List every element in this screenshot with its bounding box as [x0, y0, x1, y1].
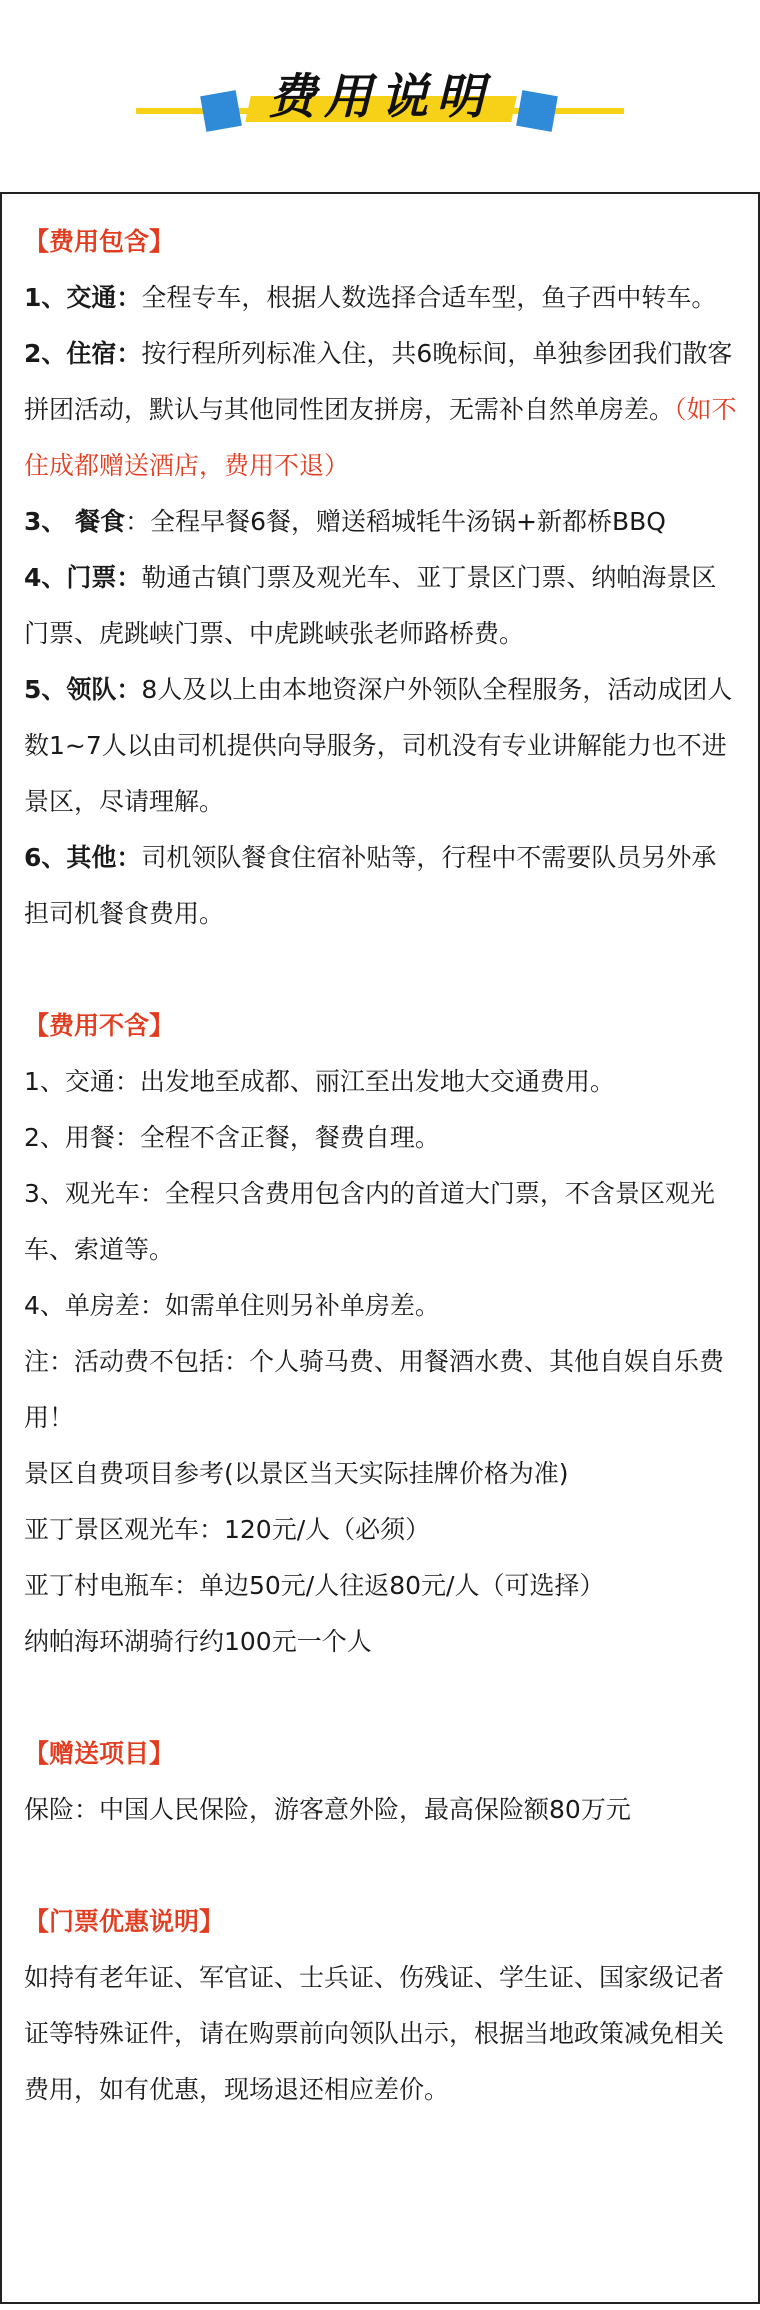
excludes-line: 2、用餐：全程不含正餐，餐费自理。 — [24, 1123, 440, 1152]
includes-item-label: 3、 餐食 — [24, 507, 126, 536]
fee-description-box — [0, 192, 760, 2304]
includes-item — [24, 550, 740, 662]
includes-heading: 【费用包含】 — [24, 227, 175, 256]
includes-item-text: 按行程所列标准入住，共6晚标间，单独参团我们散客拼团活动，默认与其他同性团友拼房，无需补自然单房差。 — [24, 339, 733, 424]
excludes-line: 景区自费项目参考(以景区当天实际挂牌价格为准) — [24, 1459, 569, 1488]
includes-item-text: 勒通古镇门票及观光车、亚丁景区门票、纳帕海景区门票、虎跳峡门票、中虎跳峡张老师路桥费。 — [24, 563, 717, 648]
fee-content — [24, 214, 740, 2118]
gifts-line: 保险：中国人民保险，游客意外险，最高保险额80万元 — [24, 1795, 631, 1824]
excludes-line: 4、单房差：如需单住则另补单房差。 — [24, 1291, 440, 1320]
includes-item-text: ：全程早餐6餐，赠送稻城牦牛汤锅+新都桥BBQ — [125, 507, 666, 536]
includes-item — [24, 494, 740, 550]
includes-item-text: 司机领队餐食住宿补贴等，行程中不需要队员另外承担司机餐食费用。 — [24, 843, 717, 928]
gifts-heading: 【赠送项目】 — [24, 1739, 175, 1768]
section-gap — [24, 1838, 740, 1894]
includes-item — [24, 830, 740, 942]
includes-item — [24, 662, 740, 830]
excludes-line: 注：活动费不包括：个人骑马费、用餐酒水费、其他自娱自乐费用！ — [24, 1347, 725, 1432]
includes-item-label: 1、交通： — [24, 283, 142, 312]
excludes-line: 1、交通：出发地至成都、丽江至出发地大交通费用。 — [24, 1067, 615, 1096]
includes-item-text: 全程专车，根据人数选择合适车型，鱼子西中转车。 — [141, 283, 717, 312]
excludes-line: 纳帕海环湖骑行约100元一个人 — [24, 1627, 372, 1656]
includes-item-label: 4、门票： — [24, 563, 142, 592]
discount-heading: 【门票优惠说明】 — [24, 1907, 225, 1936]
includes-item — [24, 270, 740, 326]
excludes-heading: 【费用不含】 — [24, 1011, 175, 1040]
page-title: 费用说明 — [267, 69, 492, 125]
includes-item-label: 6、其他： — [24, 843, 142, 872]
discount-line: 如持有老年证、军官证、士兵证、伤残证、学生证、国家级记者证等特殊证件，请在购票前向领队出示，根据当地政策减免相关费用，如有优惠，现场退还相应差价。 — [24, 1963, 725, 2104]
page-header — [0, 0, 760, 180]
includes-item — [24, 326, 740, 494]
section-gap — [24, 1670, 740, 1726]
includes-item-label: 2、住宿： — [24, 339, 142, 368]
includes-item-note: （如不住成都赠送酒店，费用不退） — [24, 395, 737, 480]
includes-item-text: 8人及以上由本地资深户外领队全程服务，活动成团人数1~7人以由司机提供向导服务，司机没有专业讲解能力也不进景区，尽请理解。 — [24, 675, 733, 816]
excludes-line: 亚丁景区观光车：120元/人（必须） — [24, 1515, 431, 1544]
excludes-line: 亚丁村电瓶车：单边50元/人往返80元/人（可选择） — [24, 1571, 605, 1600]
includes-item-label: 5、领队： — [24, 675, 142, 704]
excludes-line: 3、观光车：全程只含费用包含内的首道大门票，不含景区观光车、索道等。 — [24, 1179, 715, 1264]
section-gap — [24, 942, 740, 998]
